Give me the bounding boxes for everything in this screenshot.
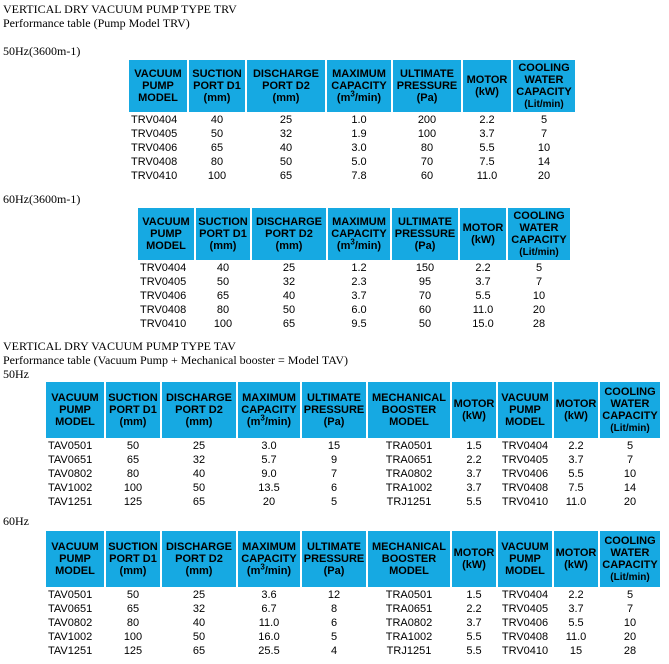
table-cell: TAV1251	[48, 645, 93, 657]
table-row	[138, 304, 570, 316]
table-cell: 32	[192, 603, 206, 615]
table-cell: 7	[535, 276, 543, 288]
header-vacuum-pump-model: VACUUM PUMP MODEL	[46, 531, 104, 587]
table-cell: 5	[540, 114, 548, 126]
table-row	[129, 114, 575, 126]
table-cell: 32	[192, 454, 206, 466]
header-maximum-capacity: MAXIMUM CAPACITY $(m^3/\min)$	[327, 60, 391, 112]
table-cell: TRA0501	[385, 440, 433, 452]
table-cell: 12	[327, 589, 341, 601]
table-cell: 50	[192, 631, 206, 643]
table-cell: 3.7	[466, 482, 482, 494]
table-cell: TAV1002	[48, 631, 93, 643]
table-cell: 80	[126, 468, 140, 480]
table-cell: 5.5	[568, 617, 584, 629]
table-cell: 70	[420, 156, 434, 168]
table-cell: 3.0	[351, 142, 367, 154]
table-cell: 25	[279, 114, 293, 126]
table-cell: 60	[418, 304, 432, 316]
table-cell: TRA0651	[385, 454, 433, 466]
table-cell: 5.5	[479, 142, 495, 154]
table-row	[138, 318, 570, 330]
table-cell: 3.6	[261, 589, 277, 601]
table-cell: TAV0501	[48, 589, 93, 601]
table-cell: TRV0404	[131, 114, 178, 126]
table-row	[46, 589, 660, 601]
table-cell: 40	[210, 114, 224, 126]
table-cell: 11.0	[476, 170, 498, 182]
header-suction-port: SUCTION PORT D1 (mm)	[189, 60, 245, 112]
table-cell: 5.5	[466, 645, 482, 657]
table-cell: TRV0406	[501, 617, 549, 629]
table-cell: 15	[327, 440, 341, 452]
table-cell: 2.3	[351, 276, 367, 288]
table-cell: 5	[626, 440, 634, 452]
table-cell: TRA0802	[385, 468, 433, 480]
table-cell: 9	[330, 454, 338, 466]
table-row	[129, 156, 575, 168]
table-cell: 40	[216, 262, 230, 274]
table-row	[129, 142, 575, 154]
table-cell: 65	[126, 454, 140, 466]
header-ultimate-pressure: ULTIMATE PRESSURE (Pa)	[393, 60, 461, 112]
table-cell: 5.0	[351, 156, 367, 168]
table-row	[129, 170, 575, 182]
table-cell: 15.0	[472, 318, 494, 330]
table-cell: 2.2	[475, 262, 491, 274]
table-cell: 20	[532, 304, 546, 316]
table-cell: 95	[418, 276, 432, 288]
table-cell: TRV0408	[501, 631, 549, 643]
table-cell: TRV0410	[501, 496, 549, 508]
trv-subheading: Performance table (Pump Model TRV)	[3, 16, 190, 30]
table-cell: 7.8	[351, 170, 367, 182]
table-cell: 1.2	[351, 262, 367, 274]
table-cell: TAV1002	[48, 482, 93, 494]
table-cell: 60	[420, 170, 434, 182]
table-row	[138, 276, 570, 288]
table-cell: 65	[192, 645, 206, 657]
tav-subheading: Performance table (Vacuum Pump + Mechanical booster = Model TAV)	[3, 353, 349, 367]
table-cell: 5	[535, 262, 543, 274]
table-cell: 25.5	[258, 645, 280, 657]
table-row	[46, 645, 660, 657]
header-motor: MOTOR (kW)	[460, 208, 506, 260]
header-maximum-capacity: MAXIMUM CAPACITY $(m^3/\min)$	[238, 531, 300, 587]
header-vacuum-pump-model-2: VACUUM PUMP MODEL	[498, 382, 552, 438]
table-cell: TRV0405	[131, 128, 178, 140]
table-cell: 9.0	[261, 468, 277, 480]
table-cell: TRV0405	[501, 603, 549, 615]
table-cell: 6.7	[261, 603, 277, 615]
table-cell: 25	[192, 589, 206, 601]
table-cell: TRV0404	[140, 262, 187, 274]
table-cell: TAV0501	[48, 440, 93, 452]
table-cell: 80	[216, 304, 230, 316]
table-cell: TAV0651	[48, 454, 93, 466]
tav-50hz-label: 50Hz	[3, 367, 29, 381]
table-cell: TRV0404	[501, 589, 549, 601]
header-discharge-port: DISCHARGE PORT D2 (mm)	[162, 382, 236, 438]
header-motor: MOTOR (kW)	[452, 531, 496, 587]
table-cell: 5.7	[261, 454, 277, 466]
table-cell: 28	[532, 318, 546, 330]
table-row	[138, 262, 570, 274]
table-cell: TRV0405	[140, 276, 187, 288]
table-row	[46, 603, 660, 615]
header-vacuum-pump-model: VACUUM PUMP MODEL	[129, 60, 187, 112]
header-row	[129, 60, 575, 112]
table-cell: 7	[626, 454, 634, 466]
table-cell: 5.5	[568, 468, 584, 480]
table-cell: 15	[569, 645, 583, 657]
table-cell: 65	[279, 170, 293, 182]
header-mechanical-booster: MECHANICAL BOOSTER MODEL	[368, 382, 450, 438]
table-cell: 10	[532, 290, 546, 302]
table-cell: 7	[540, 128, 548, 140]
tav-50hz-table	[44, 380, 662, 510]
table-cell: TRV0406	[131, 142, 178, 154]
trv-50hz-label: 50Hz(3600m-1)	[3, 44, 81, 58]
table-cell: 100	[123, 482, 143, 494]
header-ultimate-pressure: ULTIMATE PRESSURE (Pa)	[392, 208, 458, 260]
table-cell: 50	[210, 128, 224, 140]
table-row	[46, 617, 660, 629]
table-cell: 20	[262, 496, 276, 508]
table-cell: 7.5	[479, 156, 495, 168]
table-cell: 5.5	[466, 631, 482, 643]
table-cell: 7.5	[568, 482, 584, 494]
header-row	[46, 531, 660, 587]
table-cell: 11.0	[565, 631, 587, 643]
table-cell: 1.5	[466, 589, 482, 601]
table-cell: 28	[623, 645, 637, 657]
table-cell: 11.0	[565, 496, 587, 508]
header-ultimate-pressure: ULTIMATE PRESSURE (Pa)	[302, 382, 366, 438]
header-vacuum-pump-model: VACUUM PUMP MODEL	[46, 382, 104, 438]
table-cell: 40	[282, 290, 296, 302]
table-cell: 32	[279, 128, 293, 140]
header-mechanical-booster: MECHANICAL BOOSTER MODEL	[368, 531, 450, 587]
header-cooling-water: COOLING WATER CAPACITY (Lit/min)	[513, 60, 575, 112]
table-cell: TRV0408	[140, 304, 187, 316]
table-cell: 80	[210, 156, 224, 168]
table-cell: TRA1002	[385, 631, 433, 643]
header-suction-port: SUCTION PORT D1 (mm)	[196, 208, 250, 260]
header-motor: MOTOR (kW)	[463, 60, 511, 112]
table-cell: 3.7	[351, 290, 367, 302]
table-cell: 3.7	[466, 617, 482, 629]
table-cell: 100	[213, 318, 233, 330]
table-cell: 1.0	[351, 114, 367, 126]
table-cell: 65	[192, 496, 206, 508]
table-cell: TRJ1251	[386, 645, 432, 657]
table-cell: TRV0405	[501, 454, 549, 466]
table-cell: 5.5	[466, 496, 482, 508]
table-cell: 40	[279, 142, 293, 154]
table-cell: 3.7	[466, 468, 482, 480]
table-cell: 13.5	[258, 482, 280, 494]
table-cell: 5	[626, 589, 634, 601]
table-cell: 20	[537, 170, 551, 182]
table-row	[46, 440, 660, 452]
table-cell: 10	[623, 617, 637, 629]
table-cell: 3.7	[568, 603, 584, 615]
table-cell: 14	[537, 156, 551, 168]
table-cell: 50	[192, 482, 206, 494]
header-motor-2: MOTOR (kW)	[554, 382, 598, 438]
table-cell: TRV0410	[501, 645, 549, 657]
table-cell: 2.2	[466, 603, 482, 615]
table-cell: 6	[330, 617, 338, 629]
table-cell: TAV1251	[48, 496, 93, 508]
table-cell: 65	[282, 318, 296, 330]
table-cell: TAV0651	[48, 603, 93, 615]
table-cell: 50	[216, 276, 230, 288]
header-motor-2: MOTOR (kW)	[554, 531, 598, 587]
table-cell: 3.7	[568, 454, 584, 466]
table-cell: TRJ1251	[386, 496, 432, 508]
table-cell: TAV0802	[48, 617, 93, 629]
table-cell: TRA0802	[385, 617, 433, 629]
table-cell: TRV0408	[131, 156, 178, 168]
table-cell: 50	[282, 304, 296, 316]
trv-60hz-label: 60Hz(3600m-1)	[3, 192, 81, 206]
table-cell: 10	[623, 468, 637, 480]
table-cell: 11.0	[258, 617, 280, 629]
table-row	[46, 454, 660, 466]
table-cell: 14	[623, 482, 637, 494]
table-cell: 2.2	[568, 440, 584, 452]
table-cell: 3.7	[475, 276, 491, 288]
table-cell: 5.5	[475, 290, 491, 302]
table-cell: 70	[418, 290, 432, 302]
table-cell: 80	[126, 617, 140, 629]
table-cell: 125	[123, 496, 143, 508]
table-cell: TRV0408	[501, 482, 549, 494]
table-cell: 50	[418, 318, 432, 330]
table-cell: TAV0802	[48, 468, 93, 480]
table-row	[46, 482, 660, 494]
tav-60hz-label: 60Hz	[3, 514, 29, 528]
header-discharge-port: DISCHARGE PORT D2 (mm)	[252, 208, 326, 260]
table-cell: 40	[192, 617, 206, 629]
tav-60hz-table	[44, 529, 662, 659]
trv-60hz-table	[136, 206, 572, 332]
header-row	[46, 382, 660, 438]
table-cell: 65	[210, 142, 224, 154]
table-cell: 50	[126, 589, 140, 601]
table-cell: 3.0	[261, 440, 277, 452]
table-cell: 7	[626, 603, 634, 615]
table-cell: 200	[417, 114, 437, 126]
table-cell: TRV0410	[140, 318, 187, 330]
table-cell: 150	[415, 262, 435, 274]
table-cell: TRV0404	[501, 440, 549, 452]
table-cell: 7	[330, 468, 338, 480]
table-cell: 100	[417, 128, 437, 140]
table-cell: 6	[330, 482, 338, 494]
tav-heading: VERTICAL DRY VACUUM PUMP TYPE TAV	[3, 339, 236, 353]
header-cooling-water: COOLING WATER CAPACITY (Lit/min)	[600, 382, 660, 438]
table-cell: 125	[123, 645, 143, 657]
table-row	[46, 496, 660, 508]
table-cell: 50	[126, 440, 140, 452]
header-vacuum-pump-model: VACUUM PUMP MODEL	[138, 208, 194, 260]
table-cell: 11.0	[472, 304, 494, 316]
table-cell: 2.2	[568, 589, 584, 601]
table-cell: TRV0406	[140, 290, 187, 302]
table-cell: 4	[330, 645, 338, 657]
table-cell: 65	[126, 603, 140, 615]
header-row	[138, 208, 570, 260]
table-cell: TRV0410	[131, 170, 178, 182]
table-row	[129, 128, 575, 140]
table-cell: 10	[537, 142, 551, 154]
table-cell: 2.2	[466, 454, 482, 466]
table-cell: TRV0406	[501, 468, 549, 480]
trv-heading: VERTICAL DRY VACUUM PUMP TYPE TRV	[3, 2, 237, 16]
table-row	[138, 290, 570, 302]
table-row	[46, 631, 660, 643]
table-cell: 40	[192, 468, 206, 480]
header-ultimate-pressure: ULTIMATE PRESSURE (Pa)	[302, 531, 366, 587]
table-cell: 65	[216, 290, 230, 302]
table-cell: 6.0	[351, 304, 367, 316]
table-cell: 5	[330, 631, 338, 643]
table-cell: 9.5	[351, 318, 367, 330]
table-cell: 3.7	[479, 128, 495, 140]
header-discharge-port: DISCHARGE PORT D2 (mm)	[162, 531, 236, 587]
header-motor: MOTOR (kW)	[452, 382, 496, 438]
table-cell: 2.2	[479, 114, 495, 126]
table-cell: 8	[330, 603, 338, 615]
header-cooling-water: COOLING WATER CAPACITY (Lit/min)	[600, 531, 660, 587]
table-cell: TRA1002	[385, 482, 433, 494]
table-cell: 5	[330, 496, 338, 508]
table-cell: 1.5	[466, 440, 482, 452]
table-cell: 100	[207, 170, 227, 182]
table-cell: 32	[282, 276, 296, 288]
header-vacuum-pump-model-2: VACUUM PUMP MODEL	[498, 531, 552, 587]
table-cell: 25	[282, 262, 296, 274]
trv-50hz-table	[127, 58, 577, 184]
header-maximum-capacity: MAXIMUM CAPACITY $(m^3/\min)$	[328, 208, 390, 260]
table-cell: 50	[279, 156, 293, 168]
table-cell: 25	[192, 440, 206, 452]
table-cell: 80	[420, 142, 434, 154]
table-cell: 1.9	[351, 128, 367, 140]
table-cell: 100	[123, 631, 143, 643]
header-suction-port: SUCTION PORT D1 (mm)	[106, 382, 160, 438]
table-cell: TRA0651	[385, 603, 433, 615]
header-discharge-port: DISCHARGE PORT D2 (mm)	[247, 60, 325, 112]
table-cell: 20	[623, 496, 637, 508]
header-maximum-capacity: MAXIMUM CAPACITY $(m^3/\min)$	[238, 382, 300, 438]
table-cell: TRA0501	[385, 589, 433, 601]
header-suction-port: SUCTION PORT D1 (mm)	[106, 531, 160, 587]
table-cell: 20	[623, 631, 637, 643]
table-cell: 16.0	[258, 631, 280, 643]
table-row	[46, 468, 660, 480]
header-cooling-water: COOLING WATER CAPACITY (Lit/min)	[508, 208, 570, 260]
